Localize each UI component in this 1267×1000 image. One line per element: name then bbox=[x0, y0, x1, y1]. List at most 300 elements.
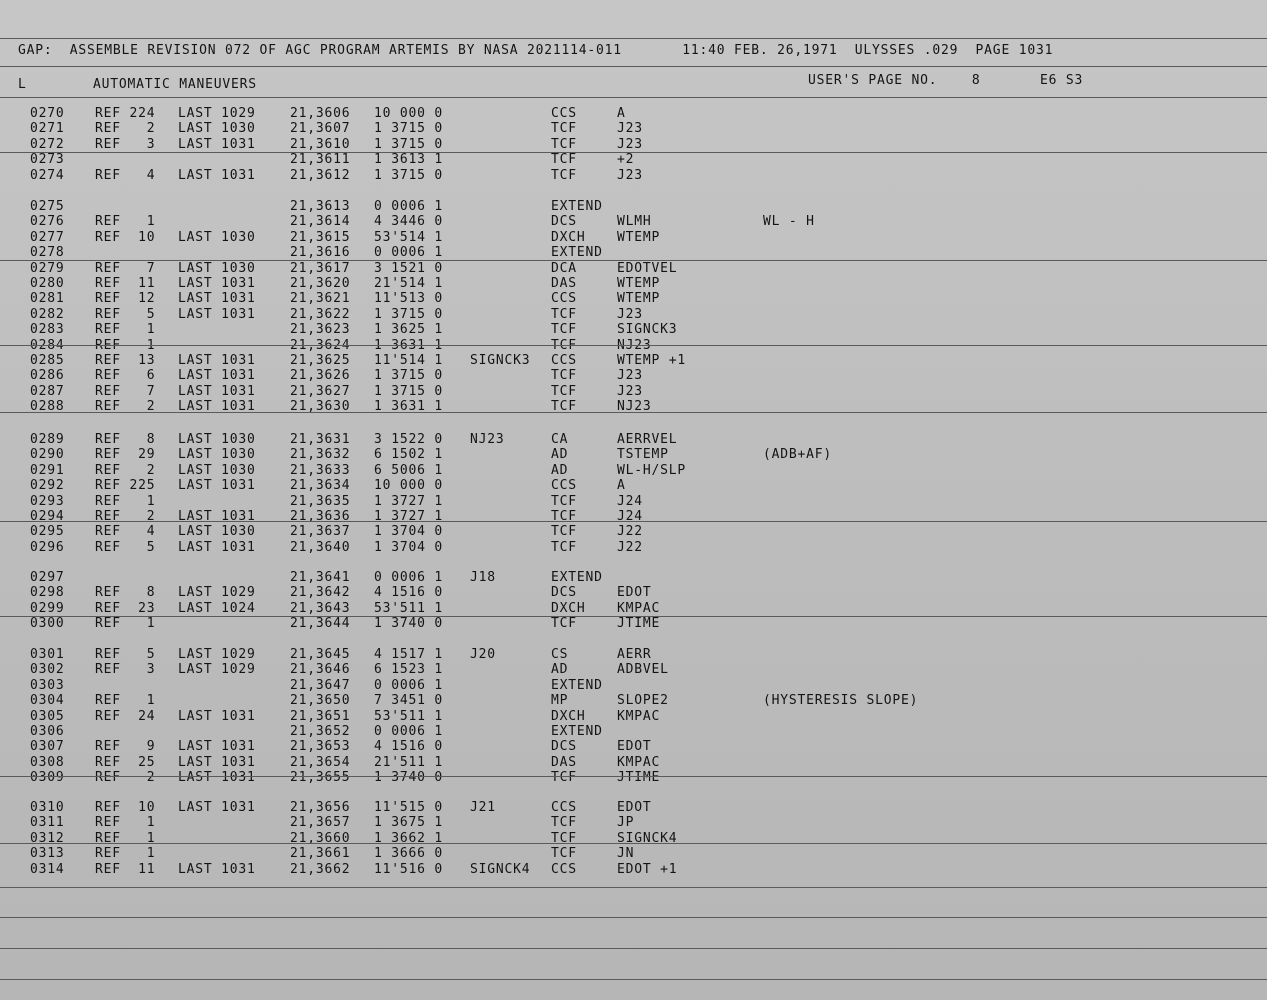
operand: AERR bbox=[617, 647, 652, 662]
last-page: LAST 1031 bbox=[178, 708, 256, 724]
opcode: DXCH bbox=[551, 708, 586, 724]
operand: EDOT bbox=[617, 800, 652, 815]
rule bbox=[0, 521, 1267, 522]
octal-word: 0 0006 1 bbox=[374, 570, 444, 585]
ref-count: REF 5 bbox=[95, 539, 156, 555]
ref-count: REF 23 bbox=[95, 600, 156, 616]
operand: WTEMP +1 bbox=[617, 353, 687, 368]
opcode: TCF bbox=[551, 337, 577, 353]
listing-row bbox=[0, 540, 1267, 555]
ref-count: REF 8 bbox=[95, 585, 156, 601]
line-number: 0296 bbox=[30, 539, 65, 555]
section-title: AUTOMATIC MANEUVERS bbox=[93, 77, 257, 92]
last-page: LAST 1031 bbox=[178, 353, 256, 368]
rule bbox=[0, 948, 1267, 949]
octal-word: 4 1516 0 bbox=[374, 585, 444, 601]
opcode: CCS bbox=[551, 291, 577, 307]
users-page-number: USER'S PAGE NO. 8 bbox=[808, 73, 981, 88]
section-letter: L bbox=[18, 77, 27, 92]
listing-row bbox=[0, 570, 1267, 585]
opcode: TCF bbox=[551, 136, 577, 152]
address: 21,3610 bbox=[290, 136, 351, 152]
last-page: LAST 1029 bbox=[178, 662, 256, 678]
opcode: TCF bbox=[551, 616, 577, 632]
octal-word: 1 3631 1 bbox=[374, 337, 444, 353]
octal-word: 1 3727 1 bbox=[374, 493, 444, 509]
last-page: LAST 1030 bbox=[178, 447, 256, 463]
address: 21,3620 bbox=[290, 276, 351, 291]
octal-word: 1 3662 1 bbox=[374, 830, 444, 846]
last-page: LAST 1030 bbox=[178, 462, 256, 478]
rule bbox=[0, 97, 1267, 98]
last-page: LAST 1031 bbox=[178, 383, 256, 399]
octal-word: 1 3727 1 bbox=[374, 509, 444, 524]
opcode: AD bbox=[551, 462, 569, 478]
octal-word: 1 3715 0 bbox=[374, 306, 444, 322]
listing-row bbox=[0, 662, 1267, 677]
ref-count: REF 25 bbox=[95, 754, 156, 770]
operand: KMPAC bbox=[617, 708, 661, 724]
line-number: 0283 bbox=[30, 322, 65, 338]
operand: A bbox=[617, 106, 626, 121]
last-page: LAST 1031 bbox=[178, 739, 256, 755]
listing-row bbox=[0, 261, 1267, 276]
ref-count: REF 5 bbox=[95, 306, 156, 322]
line-number: 0284 bbox=[30, 337, 65, 353]
rule bbox=[0, 887, 1267, 888]
line-number: 0304 bbox=[30, 693, 65, 709]
line-number: 0274 bbox=[30, 167, 65, 183]
line-number: 0299 bbox=[30, 600, 65, 616]
line-number: 0292 bbox=[30, 478, 65, 494]
octal-word: 11'513 0 bbox=[374, 291, 444, 307]
listing-row bbox=[0, 846, 1267, 861]
octal-word: 1 3715 0 bbox=[374, 167, 444, 183]
listing-row bbox=[0, 601, 1267, 616]
operand: A bbox=[617, 478, 626, 494]
opcode: EXTEND bbox=[551, 724, 603, 739]
listing-row bbox=[0, 709, 1267, 724]
opcode: TCF bbox=[551, 399, 577, 415]
octal-word: 1 3675 1 bbox=[374, 815, 444, 831]
line-number: 0308 bbox=[30, 754, 65, 770]
last-page: LAST 1029 bbox=[178, 585, 256, 601]
ref-count: REF 2 bbox=[95, 121, 156, 137]
opcode: DCS bbox=[551, 214, 577, 230]
comment: (HYSTERESIS SLOPE) bbox=[763, 693, 919, 709]
ref-count: REF 10 bbox=[95, 229, 156, 245]
operand: +2 bbox=[617, 152, 635, 168]
operand: NJ23 bbox=[617, 399, 652, 415]
ref-count: REF 6 bbox=[95, 368, 156, 384]
operand: EDOT bbox=[617, 739, 652, 755]
octal-word: 1 3715 0 bbox=[374, 383, 444, 399]
address: 21,3615 bbox=[290, 229, 351, 245]
address: 21,3645 bbox=[290, 647, 351, 662]
operand: EDOTVEL bbox=[617, 260, 678, 276]
page-code: E6 S3 bbox=[1040, 73, 1084, 88]
octal-word: 1 3715 0 bbox=[374, 136, 444, 152]
octal-word: 1 3715 0 bbox=[374, 368, 444, 384]
ref-count: REF 2 bbox=[95, 462, 156, 478]
line-number: 0273 bbox=[30, 152, 65, 168]
line-number: 0295 bbox=[30, 524, 65, 540]
opcode: EXTEND bbox=[551, 245, 603, 261]
header-line: GAP: ASSEMBLE REVISION 072 OF AGC PROGRAM ARTEMIS BY NASA 2021114-011 11:40 FEB. 26,1971 ULYSSES .029 PAGE 1031 bbox=[18, 43, 1054, 58]
listing-row bbox=[0, 230, 1267, 245]
opcode: CCS bbox=[551, 353, 577, 368]
rule bbox=[0, 260, 1267, 261]
ref-count: REF 225 bbox=[95, 478, 156, 494]
address: 21,3637 bbox=[290, 524, 351, 540]
operand: J23 bbox=[617, 121, 643, 137]
address: 21,3631 bbox=[290, 432, 351, 447]
ref-count: REF 7 bbox=[95, 383, 156, 399]
opcode: AD bbox=[551, 447, 569, 463]
symbol-label: J20 bbox=[470, 647, 496, 662]
last-page: LAST 1030 bbox=[178, 260, 256, 276]
octal-word: 53'511 1 bbox=[374, 708, 444, 724]
address: 21,3621 bbox=[290, 291, 351, 307]
operand: J23 bbox=[617, 167, 643, 183]
operand: JN bbox=[617, 846, 635, 862]
ref-count: REF 12 bbox=[95, 291, 156, 307]
opcode: TCF bbox=[551, 383, 577, 399]
listing-row bbox=[0, 616, 1267, 631]
operand: JTIME bbox=[617, 616, 661, 632]
symbol-label: J21 bbox=[470, 800, 496, 815]
listing-row bbox=[0, 168, 1267, 183]
ref-count: REF 2 bbox=[95, 509, 156, 524]
octal-word: 4 1517 1 bbox=[374, 647, 444, 662]
operand: WL-H/SLP bbox=[617, 462, 687, 478]
last-page: LAST 1031 bbox=[178, 136, 256, 152]
last-page: LAST 1030 bbox=[178, 432, 256, 447]
opcode: DCS bbox=[551, 585, 577, 601]
line-number: 0285 bbox=[30, 353, 65, 368]
opcode: CCS bbox=[551, 800, 577, 815]
opcode: TCF bbox=[551, 509, 577, 524]
address: 21,3613 bbox=[290, 199, 351, 214]
rule bbox=[0, 843, 1267, 844]
octal-word: 0 0006 1 bbox=[374, 199, 444, 214]
address: 21,3634 bbox=[290, 478, 351, 494]
line-number: 0290 bbox=[30, 447, 65, 463]
line-number: 0313 bbox=[30, 846, 65, 862]
address: 21,3612 bbox=[290, 167, 351, 183]
operand: WTEMP bbox=[617, 276, 661, 291]
line-number: 0282 bbox=[30, 306, 65, 322]
octal-word: 21'511 1 bbox=[374, 754, 444, 770]
opcode: TCF bbox=[551, 815, 577, 831]
address: 21,3622 bbox=[290, 306, 351, 322]
operand: EDOT +1 bbox=[617, 861, 678, 877]
address: 21,3661 bbox=[290, 846, 351, 862]
listing-row bbox=[0, 368, 1267, 383]
listing-row bbox=[0, 137, 1267, 152]
line-number: 0302 bbox=[30, 662, 65, 678]
last-page: LAST 1031 bbox=[178, 167, 256, 183]
listing-row bbox=[0, 478, 1267, 493]
ref-count: REF 24 bbox=[95, 708, 156, 724]
address: 21,3652 bbox=[290, 724, 351, 739]
address: 21,3635 bbox=[290, 493, 351, 509]
octal-word: 3 1522 0 bbox=[374, 432, 444, 447]
octal-word: 11'515 0 bbox=[374, 800, 444, 815]
operand: SIGNCK4 bbox=[617, 830, 678, 846]
octal-word: 53'511 1 bbox=[374, 600, 444, 616]
operand: KMPAC bbox=[617, 754, 661, 770]
ref-count: REF 2 bbox=[95, 399, 156, 415]
ref-count: REF 11 bbox=[95, 276, 156, 291]
line-number: 0300 bbox=[30, 616, 65, 632]
address: 21,3632 bbox=[290, 447, 351, 463]
octal-word: 1 3740 0 bbox=[374, 616, 444, 632]
ref-count: REF 1 bbox=[95, 337, 156, 353]
address: 21,3630 bbox=[290, 399, 351, 415]
line-number: 0294 bbox=[30, 509, 65, 524]
address: 21,3642 bbox=[290, 585, 351, 601]
listing-row bbox=[0, 678, 1267, 693]
rule bbox=[0, 776, 1267, 777]
line-number: 0309 bbox=[30, 770, 65, 786]
line-number: 0293 bbox=[30, 493, 65, 509]
address: 21,3657 bbox=[290, 815, 351, 831]
line-number: 0287 bbox=[30, 383, 65, 399]
line-number: 0276 bbox=[30, 214, 65, 230]
opcode: CA bbox=[551, 432, 569, 447]
line-number: 0288 bbox=[30, 399, 65, 415]
opcode: CCS bbox=[551, 106, 577, 121]
address: 21,3646 bbox=[290, 662, 351, 678]
listing-row bbox=[0, 199, 1267, 214]
line-number: 0314 bbox=[30, 861, 65, 877]
opcode: DAS bbox=[551, 276, 577, 291]
ref-count: REF 224 bbox=[95, 106, 156, 121]
opcode: TCF bbox=[551, 121, 577, 137]
octal-word: 4 1516 0 bbox=[374, 739, 444, 755]
opcode: DXCH bbox=[551, 229, 586, 245]
octal-word: 1 3631 1 bbox=[374, 399, 444, 415]
ref-count: REF 1 bbox=[95, 693, 156, 709]
address: 21,3640 bbox=[290, 539, 351, 555]
opcode: DCA bbox=[551, 260, 577, 276]
opcode: TCF bbox=[551, 524, 577, 540]
operand: J22 bbox=[617, 524, 643, 540]
rule bbox=[0, 152, 1267, 153]
address: 21,3641 bbox=[290, 570, 351, 585]
opcode: CCS bbox=[551, 478, 577, 494]
operand: J23 bbox=[617, 306, 643, 322]
opcode: TCF bbox=[551, 539, 577, 555]
line-number: 0272 bbox=[30, 136, 65, 152]
octal-word: 53'514 1 bbox=[374, 229, 444, 245]
listing-row bbox=[0, 121, 1267, 136]
ref-count: REF 4 bbox=[95, 167, 156, 183]
operand: TSTEMP bbox=[617, 447, 669, 463]
symbol-label: NJ23 bbox=[470, 432, 505, 447]
line-number: 0297 bbox=[30, 570, 65, 585]
listing-row bbox=[0, 245, 1267, 260]
opcode: TCF bbox=[551, 152, 577, 168]
ref-count: REF 1 bbox=[95, 815, 156, 831]
address: 21,3625 bbox=[290, 353, 351, 368]
last-page: LAST 1031 bbox=[178, 770, 256, 786]
octal-word: 1 3613 1 bbox=[374, 152, 444, 168]
symbol-label: SIGNCK4 bbox=[470, 861, 531, 877]
operand: JTIME bbox=[617, 770, 661, 786]
address: 21,3655 bbox=[290, 770, 351, 786]
ref-count: REF 10 bbox=[95, 800, 156, 815]
octal-word: 7 3451 0 bbox=[374, 693, 444, 709]
operand: SIGNCK3 bbox=[617, 322, 678, 338]
octal-word: 1 3715 0 bbox=[374, 121, 444, 137]
last-page: LAST 1030 bbox=[178, 229, 256, 245]
address: 21,3607 bbox=[290, 121, 351, 137]
listing-row bbox=[0, 463, 1267, 478]
octal-word: 4 3446 0 bbox=[374, 214, 444, 230]
last-page: LAST 1031 bbox=[178, 276, 256, 291]
opcode: DXCH bbox=[551, 600, 586, 616]
operand: J23 bbox=[617, 383, 643, 399]
listing-row bbox=[0, 770, 1267, 785]
address: 21,3647 bbox=[290, 677, 351, 693]
rule bbox=[0, 616, 1267, 617]
operand: WTEMP bbox=[617, 291, 661, 307]
address: 21,3616 bbox=[290, 245, 351, 261]
operand: JP bbox=[617, 815, 635, 831]
last-page: LAST 1029 bbox=[178, 106, 256, 121]
octal-word: 1 3704 0 bbox=[374, 524, 444, 540]
octal-word: 10 000 0 bbox=[374, 106, 444, 121]
operand: ADBVEL bbox=[617, 662, 669, 678]
ref-count: REF 1 bbox=[95, 322, 156, 338]
listing-row bbox=[0, 384, 1267, 399]
listing-row bbox=[0, 494, 1267, 509]
ref-count: REF 1 bbox=[95, 846, 156, 862]
octal-word: 11'516 0 bbox=[374, 861, 444, 877]
opcode: TCF bbox=[551, 167, 577, 183]
line-number: 0289 bbox=[30, 432, 65, 447]
opcode: DAS bbox=[551, 754, 577, 770]
listing-row bbox=[0, 432, 1267, 447]
operand: J24 bbox=[617, 509, 643, 524]
listing-row bbox=[0, 862, 1267, 877]
opcode: EXTEND bbox=[551, 199, 603, 214]
octal-word: 6 5006 1 bbox=[374, 462, 444, 478]
line-number: 0291 bbox=[30, 462, 65, 478]
ref-count: REF 4 bbox=[95, 524, 156, 540]
operand: WLMH bbox=[617, 214, 652, 230]
last-page: LAST 1031 bbox=[178, 478, 256, 494]
listing-row bbox=[0, 524, 1267, 539]
operand: AERRVEL bbox=[617, 432, 678, 447]
last-page: LAST 1030 bbox=[178, 121, 256, 137]
opcode: TCF bbox=[551, 368, 577, 384]
rule bbox=[0, 412, 1267, 413]
opcode: TCF bbox=[551, 770, 577, 786]
address: 21,3614 bbox=[290, 214, 351, 230]
opcode: TCF bbox=[551, 830, 577, 846]
rule bbox=[0, 345, 1267, 346]
listing-row bbox=[0, 353, 1267, 368]
listing-row bbox=[0, 724, 1267, 739]
octal-word: 11'514 1 bbox=[374, 353, 444, 368]
listing-row bbox=[0, 214, 1267, 229]
listing-row bbox=[0, 447, 1267, 462]
address: 21,3656 bbox=[290, 800, 351, 815]
operand: J24 bbox=[617, 493, 643, 509]
address: 21,3611 bbox=[290, 152, 351, 168]
line-number: 0312 bbox=[30, 830, 65, 846]
address: 21,3653 bbox=[290, 739, 351, 755]
ref-count: REF 1 bbox=[95, 493, 156, 509]
operand: SLOPE2 bbox=[617, 693, 669, 709]
octal-word: 0 0006 1 bbox=[374, 724, 444, 739]
listing-row bbox=[0, 755, 1267, 770]
address: 21,3626 bbox=[290, 368, 351, 384]
ref-count: REF 1 bbox=[95, 830, 156, 846]
listing-row bbox=[0, 647, 1267, 662]
operand: WTEMP bbox=[617, 229, 661, 245]
address: 21,3624 bbox=[290, 337, 351, 353]
ref-count: REF 1 bbox=[95, 616, 156, 632]
line-number: 0305 bbox=[30, 708, 65, 724]
top-rule bbox=[0, 38, 1267, 39]
ref-count: REF 3 bbox=[95, 136, 156, 152]
last-page: LAST 1031 bbox=[178, 399, 256, 415]
line-number: 0275 bbox=[30, 199, 65, 214]
ref-count: REF 7 bbox=[95, 260, 156, 276]
last-page: LAST 1031 bbox=[178, 754, 256, 770]
last-page: LAST 1031 bbox=[178, 509, 256, 524]
listing-row bbox=[0, 307, 1267, 322]
opcode: TCF bbox=[551, 306, 577, 322]
last-page: LAST 1030 bbox=[178, 524, 256, 540]
last-page: LAST 1031 bbox=[178, 306, 256, 322]
operand: EDOT bbox=[617, 585, 652, 601]
line-number: 0307 bbox=[30, 739, 65, 755]
operand: J23 bbox=[617, 136, 643, 152]
address: 21,3617 bbox=[290, 260, 351, 276]
last-page: LAST 1029 bbox=[178, 647, 256, 662]
octal-word: 1 3740 0 bbox=[374, 770, 444, 786]
listing-row bbox=[0, 693, 1267, 708]
opcode: EXTEND bbox=[551, 570, 603, 585]
line-number: 0301 bbox=[30, 647, 65, 662]
rule bbox=[0, 917, 1267, 918]
last-page: LAST 1024 bbox=[178, 600, 256, 616]
last-page: LAST 1031 bbox=[178, 800, 256, 815]
symbol-label: J18 bbox=[470, 570, 496, 585]
opcode: DCS bbox=[551, 739, 577, 755]
comment: WL - H bbox=[763, 214, 815, 230]
line-number: 0303 bbox=[30, 677, 65, 693]
rule bbox=[0, 979, 1267, 980]
address: 21,3660 bbox=[290, 830, 351, 846]
octal-word: 3 1521 0 bbox=[374, 260, 444, 276]
ref-count: REF 2 bbox=[95, 770, 156, 786]
address: 21,3606 bbox=[290, 106, 351, 121]
address: 21,3650 bbox=[290, 693, 351, 709]
operand: J22 bbox=[617, 539, 643, 555]
line-number: 0298 bbox=[30, 585, 65, 601]
address: 21,3654 bbox=[290, 754, 351, 770]
opcode: MP bbox=[551, 693, 569, 709]
address: 21,3643 bbox=[290, 600, 351, 616]
ref-count: REF 29 bbox=[95, 447, 156, 463]
last-page: LAST 1031 bbox=[178, 539, 256, 555]
